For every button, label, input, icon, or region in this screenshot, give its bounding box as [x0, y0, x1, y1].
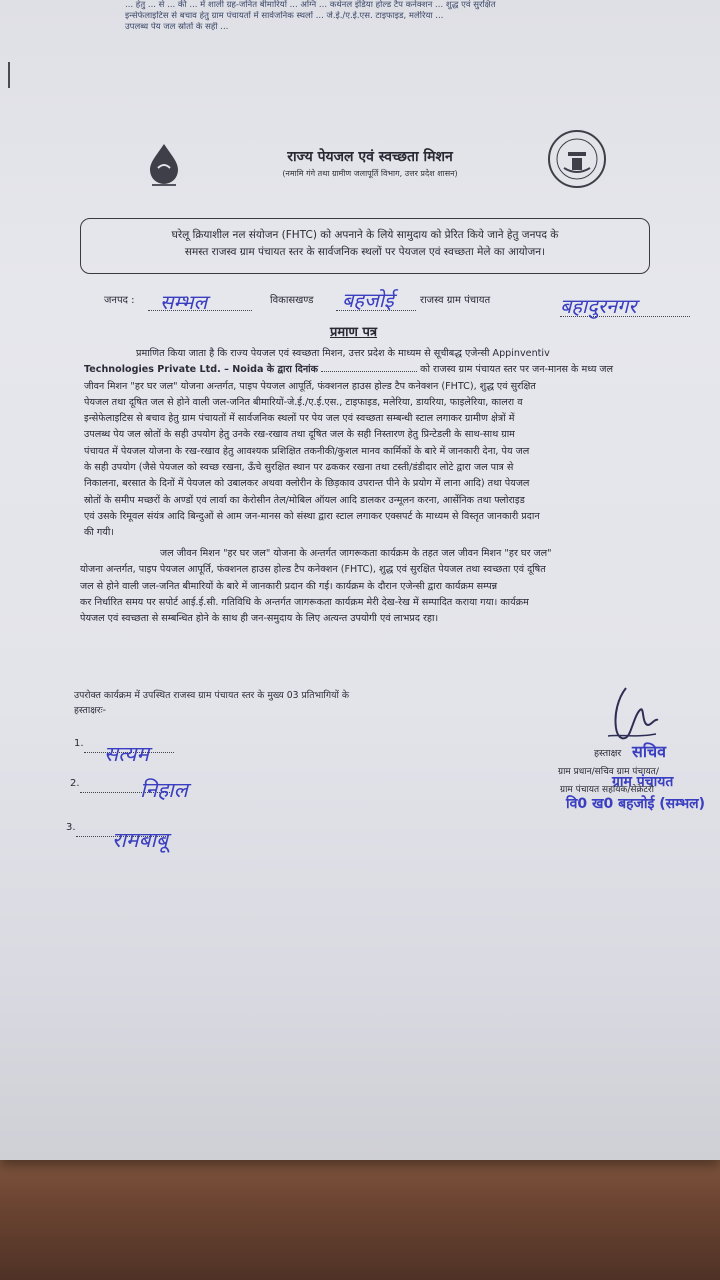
body-line: इन्सेफेलाइटिस से बचाव हेतु ग्राम पंचायतों में सार्वजनिक स्थलों पर पेय जल एवं स्वच्छता सम्बन्धी स्टाल लगाकर ग्रामीण क्षेत्रों में [84, 413, 515, 425]
banner-line: घरेलू क्रियाशील नल संयोजन (FHTC) को अपनाने के लिये सामुदाय को प्रेरित किये जाने हेतु जनपद के [171, 229, 559, 241]
jal-jeevan-mission-logo [136, 142, 192, 190]
banner-line: समस्त राजस्व ग्राम पंचायत स्तर के सार्वजनिक स्थलों पर पेयजल एवं स्वच्छता मेले का आयोजन। [184, 246, 546, 258]
body-line: उपलब्ध पेय जल स्रोतों के सही उपयोग हेतु उनके रख-रखाव तथा दूषित जल के सही निस्तारण हेतु प्रिन्टेडली के साथ-साथ ग्राम [84, 429, 515, 441]
district-value: सम्भल [160, 290, 208, 314]
state-emblem-logo [546, 128, 608, 190]
participant-signature: निहाल [140, 778, 188, 802]
intro-line: उपरोक्त कार्यक्रम में उपस्थित राजस्व ग्राम पंचायत स्तर के मुख्य 03 प्रतिभागियों के [74, 690, 349, 701]
participant-number: 3. [66, 822, 76, 833]
signatory-role: ग्राम प्रधान/सचिव ग्राम पंचायत/ [558, 767, 659, 777]
bleed-line: ... हेतु ... से ... की ... में शाली ग्रह-जनित बीमारियों ... अग्नि ... कथेनल इंडिया होल्ड टैप कनेक्शन ... शुद्ध एवं सुरक्षित [125, 0, 496, 10]
district-label: जनपद : [104, 295, 135, 306]
bleed-line: इन्सेफेलाइटिस से बचाव हेतु ग्राम पंचायतों में सार्वजनिक स्थलों ... जे.ई./ए.ई.एस. टाइफाइड, मलेरिया ... [125, 11, 444, 21]
body-line: पेयजल तथा दूषित जल से होने वाली जल-जनित बीमारियों-जे.ई./ए.ई.एस., टाइफाइड, मलेरिया, डायरिया, फाइलेरिया, कालरा व [84, 396, 523, 408]
participant-number: 1. [74, 738, 84, 749]
body-line: प्रमाणित किया जाता है कि राज्य पेयजल एवं स्वच्छता मिशन, उत्तर प्रदेश के माध्यम से सूचीबद्ध एजेन्सी Appinventiv [136, 348, 550, 359]
body-line: पंचायत में पेयजल योजना के रख-रखाव हेतु आवश्यक प्रशिक्षित तकनीकी/कुशल मानव कार्मिकों के बारे में जानकारी देना, पेय जल [84, 445, 530, 457]
body-line: जल से होने वाली जल-जनित बीमारियों के बारे में जानकारी प्रदान की गई। कार्यक्रम के दौरान एजेन्सी द्वारा कार्यक्रम सम्पन्न [80, 580, 498, 592]
body-line: पेयजल एवं स्वच्छता से सम्बन्धित होने के साथ ही जन-समुदाय के लिए अत्यन्त उपयोगी एवं लाभप्रद रहा। [80, 613, 439, 625]
certificate-body-paragraph-2 [80, 546, 670, 627]
body-line: जल जीवन मिशन "हर घर जल" योजना के अन्तर्गत जागरूकता कार्यक्रम के तहत जल जीवन मिशन "हर घर जल" [160, 548, 552, 559]
body-line: के सही उपयोग (जैसे पेयजल को स्वच्छ रखना, ऊँचे सुरक्षित स्थान पर ढककर रखना तथा टस्ती/डंडीदार लोटे द्वारा जल पात्र से [84, 462, 514, 474]
body-line-end: को राजस्व ग्राम पंचायत स्तर पर जन-मानस के मध्य जल [420, 364, 614, 376]
body-line: की गयी। [84, 527, 114, 539]
sign-label: हस्ताक्षर [594, 748, 622, 759]
participant-signature: रामबाबू [112, 828, 169, 852]
body-line [84, 362, 670, 378]
stamp-designation: सचिव [632, 742, 667, 761]
intro-line: हस्ताक्षरः- [74, 705, 106, 716]
signatory-role: ग्राम पंचायत सहायक/सेक्रेटरी [560, 785, 654, 795]
body-line: जीवन मिशन "हर घर जल" योजना अन्तर्गत, पाइप पेयजल आपूर्ति, फंक्शनल हाउस होल्ड टैप कनेक्शन (FHTC), शुद्ध एवं सुरक्षित [84, 380, 536, 392]
page-subtitle: (नमामि गंगे तथा ग्रामीण जलापूर्ति विभाग, उत्तर प्रदेश शासन) [282, 169, 458, 178]
page-title: राज्य पेयजल एवं स्वच्छता मिशन [287, 149, 453, 165]
certificate-title: प्रमाण पत्र [330, 325, 378, 340]
body-line: स्रोतों के समीप मच्छरों के अण्डों एवं लार्वा का केरोसीन तेल/मोबिल ऑयल आदि डालकर उन्मूलन करना, आर्सेनिक तथा फ्लोराइड [84, 494, 525, 506]
block-value: बहजोई [342, 288, 394, 312]
body-line: एवं उसके रिमूवल संयंत्र आदि बिन्दुओं से आम जन-मानस को संस्था द्वारा स्टाल लगाकर एक्सपर्ट के माध्यम से विस्तृत जानकारी प्रदान [84, 510, 540, 522]
body-line-start: Technologies Private Ltd. – Noida के द्वारा दिनांक [84, 364, 319, 376]
body-line: निकालना, बरसात के दिनों में पेयजल को उबालकर अथवा क्लोरीन के छिड़काव उपरान्त पीने के प्रयोग में लाना आदि) तथा पेयजल [84, 478, 530, 490]
date-value [327, 371, 408, 372]
body-line: कर निर्धारित समय पर सपोर्ट आई.ई.सी. गतिविधि के अन्तर्गत जागरूकता कार्यक्रम मेरी देख-रेख में सम्पादित कराया गया। कार्यक्रम [80, 596, 529, 608]
authority-signature [596, 684, 666, 748]
bleed-through-text [125, 0, 715, 33]
event-banner [80, 218, 650, 274]
panchayat-label: राजस्व ग्राम पंचायत [420, 295, 491, 306]
body-line: योजना अन्तर्गत, पाइप पेयजल आपूर्ति, फंक्शनल हाउस होल्ड टैप कनेक्शन (FHTC), शुद्ध एवं सुरक्षित पेयजल तथा स्वच्छता एवं दूषित [80, 564, 546, 576]
certificate-body-paragraph-1 [84, 346, 670, 542]
stamp-block: वि0 ख0 बहजोई (सम्भल) [566, 796, 706, 812]
participants-intro [74, 688, 494, 718]
bleed-line: उपलब्ध पेय जल स्रोतों के सही ... [125, 22, 229, 32]
participant-number: 2. [70, 778, 80, 789]
stamp-panchayat: ग्राम पंचायत [612, 774, 674, 790]
block-label: विकासखण्ड [270, 295, 314, 306]
date-line [321, 371, 417, 372]
panchayat-value: बहादुरनगर [560, 294, 637, 318]
participant-signature: सत्यम [104, 742, 150, 766]
margin-mark [8, 62, 10, 88]
